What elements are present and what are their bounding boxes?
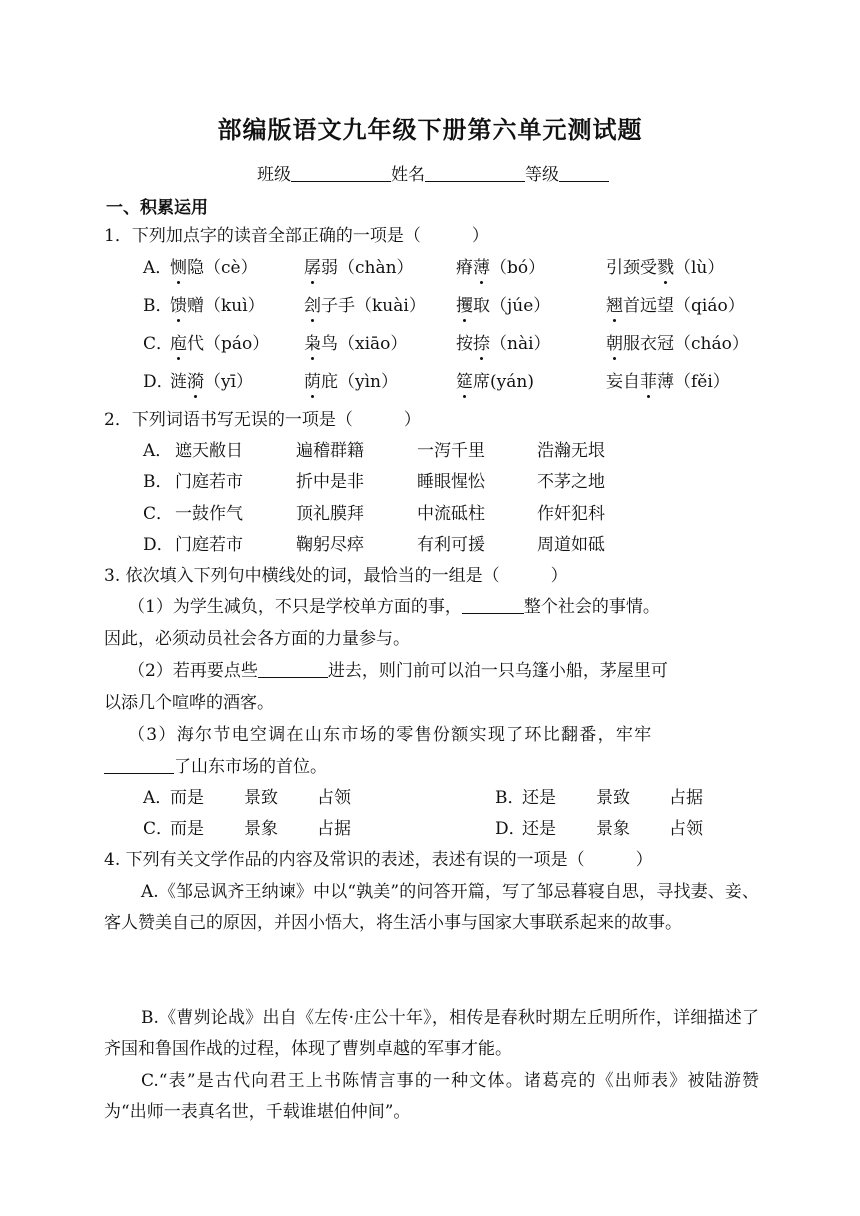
fill-blank <box>462 597 524 614</box>
word-item: 景象 <box>596 819 630 839</box>
section-heading: 一、积累运用 <box>106 198 208 218</box>
question-4-option-b: B.《曹刿论战》出自《左传·庄公十年》，相传是春秋时期左丘明所作，详细描述了齐国和鲁国作战的过程，体现了曹刿卓越的军事才能。 <box>104 1008 759 1059</box>
item-text: 按 <box>456 334 473 354</box>
word-item: 景致 <box>596 788 630 808</box>
pinyin-item <box>304 372 398 392</box>
dotted-character: 漪 <box>187 372 204 392</box>
word-item: 门庭若市 <box>175 472 243 492</box>
item-text: 瘠 <box>456 258 473 278</box>
option-label: A． <box>143 788 173 808</box>
item-text: 薄（fěi） <box>657 372 730 392</box>
sentence-2-text-end: 进去，则门前可以泊一只乌篷小船，茅屋里可 <box>327 661 668 681</box>
option-label: A． <box>143 441 173 461</box>
item-text: 妄自 <box>606 372 640 392</box>
pinyin-item <box>170 258 258 278</box>
page-title: 部编版语文九年级下册第六单元测试题 <box>217 115 643 144</box>
question-3-sentence-2 <box>128 661 668 681</box>
word-item: 一鼓作气 <box>175 504 243 524</box>
item-text: 隐（cè） <box>187 258 258 278</box>
question-3-sentence-3-cont <box>104 757 327 777</box>
question-3-stem: 3. 依次填入下列句中横线处的词，最恰当的一组是（ ） <box>104 566 568 586</box>
pinyin-item <box>170 334 269 354</box>
word-item: 占据 <box>317 819 351 839</box>
option-label: D． <box>143 535 174 555</box>
dotted-character: 朝 <box>606 334 623 354</box>
word-item: 景象 <box>244 819 278 839</box>
class-label: 班级 <box>257 165 291 185</box>
item-text: 服衣冠（cháo） <box>623 334 749 354</box>
word-item: 遮天敝日 <box>175 441 243 461</box>
option-label: B． <box>143 472 173 492</box>
word-item: 还是 <box>522 819 556 839</box>
item-text: 涟 <box>170 372 187 392</box>
pinyin-item <box>304 296 426 316</box>
word-item: 中流砥柱 <box>417 504 485 524</box>
question-3-sentence-3: （3）海尔节电空调在山东市场的零售份额实现了环比翻番，牢牢 <box>128 725 653 745</box>
word-item: 景致 <box>244 788 278 808</box>
pinyin-item <box>456 296 550 316</box>
word-item: 占据 <box>669 788 703 808</box>
dotted-character: 筵 <box>456 372 473 392</box>
item-text: 首远望（qiáo） <box>623 296 745 316</box>
option-label: B． <box>143 296 173 316</box>
sentence-2-text: （2）若再要点些 <box>128 661 258 681</box>
pinyin-item <box>456 334 551 354</box>
dotted-character: 菲 <box>640 372 657 392</box>
option-label: C． <box>143 819 174 839</box>
pinyin-item <box>170 372 253 392</box>
pinyin-item <box>456 372 534 392</box>
pinyin-item <box>456 258 545 278</box>
dotted-character: 庖 <box>170 334 187 354</box>
pinyin-item <box>606 372 730 392</box>
word-item: 一泻千里 <box>417 441 485 461</box>
item-text: （lù） <box>674 258 725 278</box>
dotted-character: 刽 <box>304 296 321 316</box>
item-text: 鸟（xiāo） <box>321 334 408 354</box>
pinyin-item <box>606 334 749 354</box>
class-blank <box>291 164 391 182</box>
fill-blank <box>258 661 328 678</box>
word-item: 周道如砥 <box>537 535 605 555</box>
word-item: 还是 <box>522 788 556 808</box>
word-item: 鞠躬尽瘁 <box>296 535 364 555</box>
item-text: （bó） <box>490 258 546 278</box>
word-item: 门庭若市 <box>175 535 243 555</box>
question-3-sentence-1 <box>128 597 660 617</box>
pinyin-item <box>606 258 724 278</box>
grade-label: 等级 <box>525 165 559 185</box>
option-label: D． <box>143 372 174 392</box>
word-item: 作奸犯科 <box>537 504 605 524</box>
word-item: 遍稽群籍 <box>296 441 364 461</box>
word-item: 占领 <box>669 819 703 839</box>
item-text: （nài） <box>490 334 551 354</box>
fill-blank <box>104 757 174 774</box>
dotted-character: 翘 <box>606 296 623 316</box>
dotted-character: 恻 <box>170 258 187 278</box>
item-text: 庇（yìn） <box>321 372 398 392</box>
dotted-character: 攫 <box>456 296 473 316</box>
word-item: 占领 <box>317 788 351 808</box>
sentence-3-text-end: 了山东市场的首位。 <box>174 757 327 777</box>
item-text: 席(yán) <box>473 372 534 392</box>
dotted-character: 荫 <box>304 372 321 392</box>
word-item: 而是 <box>170 819 204 839</box>
dotted-character: 馈 <box>170 296 187 316</box>
item-text: 取（júe） <box>473 296 551 316</box>
pinyin-item <box>606 296 745 316</box>
item-text: 代（páo） <box>187 334 270 354</box>
option-label: D． <box>495 819 526 839</box>
dotted-character: 孱 <box>304 258 321 278</box>
word-item: 有利可援 <box>417 535 485 555</box>
option-label: A． <box>143 258 173 278</box>
sentence-1-text: （1）为学生减负，不只是学校单方面的事， <box>128 597 462 617</box>
option-label: C． <box>143 504 174 524</box>
word-item: 顶礼膜拜 <box>296 504 364 524</box>
pinyin-item <box>170 296 265 316</box>
dotted-character: 枭 <box>304 334 321 354</box>
name-blank <box>425 164 525 182</box>
pinyin-item <box>304 258 414 278</box>
question-3-sentence-1-cont: 因此，必须动员社会各方面的力量参与。 <box>104 629 410 649</box>
option-label: C． <box>143 334 174 354</box>
question-4-stem: 4. 下列有关文学作品的内容及常识的表述，表述有误的一项是（ ） <box>104 850 653 870</box>
word-item: 睡眼惺忪 <box>417 472 485 492</box>
pinyin-item <box>304 334 407 354</box>
word-item: 折中是非 <box>296 472 364 492</box>
question-2-stem: 2．下列词语书写无误的一项是（ ） <box>104 410 421 430</box>
item-text: 子手（kuài） <box>321 296 426 316</box>
option-label: B． <box>495 788 525 808</box>
dotted-character: 捺 <box>473 334 490 354</box>
name-label: 姓名 <box>391 165 425 185</box>
word-item: 不茅之地 <box>537 472 605 492</box>
dotted-character: 戮 <box>657 258 674 278</box>
question-1-stem: 1．下列加点字的读音全部正确的一项是（ ） <box>104 226 489 246</box>
student-info-line <box>257 160 609 185</box>
grade-blank <box>559 164 609 182</box>
word-item: 浩瀚无垠 <box>537 441 605 461</box>
question-4-option-c: C.“表”是古代向君王上书陈情言事的一种文体。诸葛亮的《出师表》被陆游赞为“出师一表真名世，千载谁堪伯仲间”。 <box>104 1071 759 1122</box>
item-text: 赠（kuì） <box>187 296 265 316</box>
item-text: 弱（chàn） <box>321 258 414 278</box>
question-4-option-a: A.《邹忌讽齐王纳谏》中以“孰美”的问答开篇，写了邹忌暮寝自思，寻找妻、妾、客人赞美自己的原因，并因小悟大，将生活小事与国家大事联系起来的故事。 <box>104 882 759 933</box>
question-3-sentence-2-cont: 以添几个喧哗的酒客。 <box>104 693 274 713</box>
item-text: 引颈受 <box>606 258 657 278</box>
sentence-1-text-end: 整个社会的事情。 <box>523 597 660 617</box>
dotted-character: 薄 <box>473 258 490 278</box>
word-item: 而是 <box>170 788 204 808</box>
item-text: （yī） <box>204 372 254 392</box>
